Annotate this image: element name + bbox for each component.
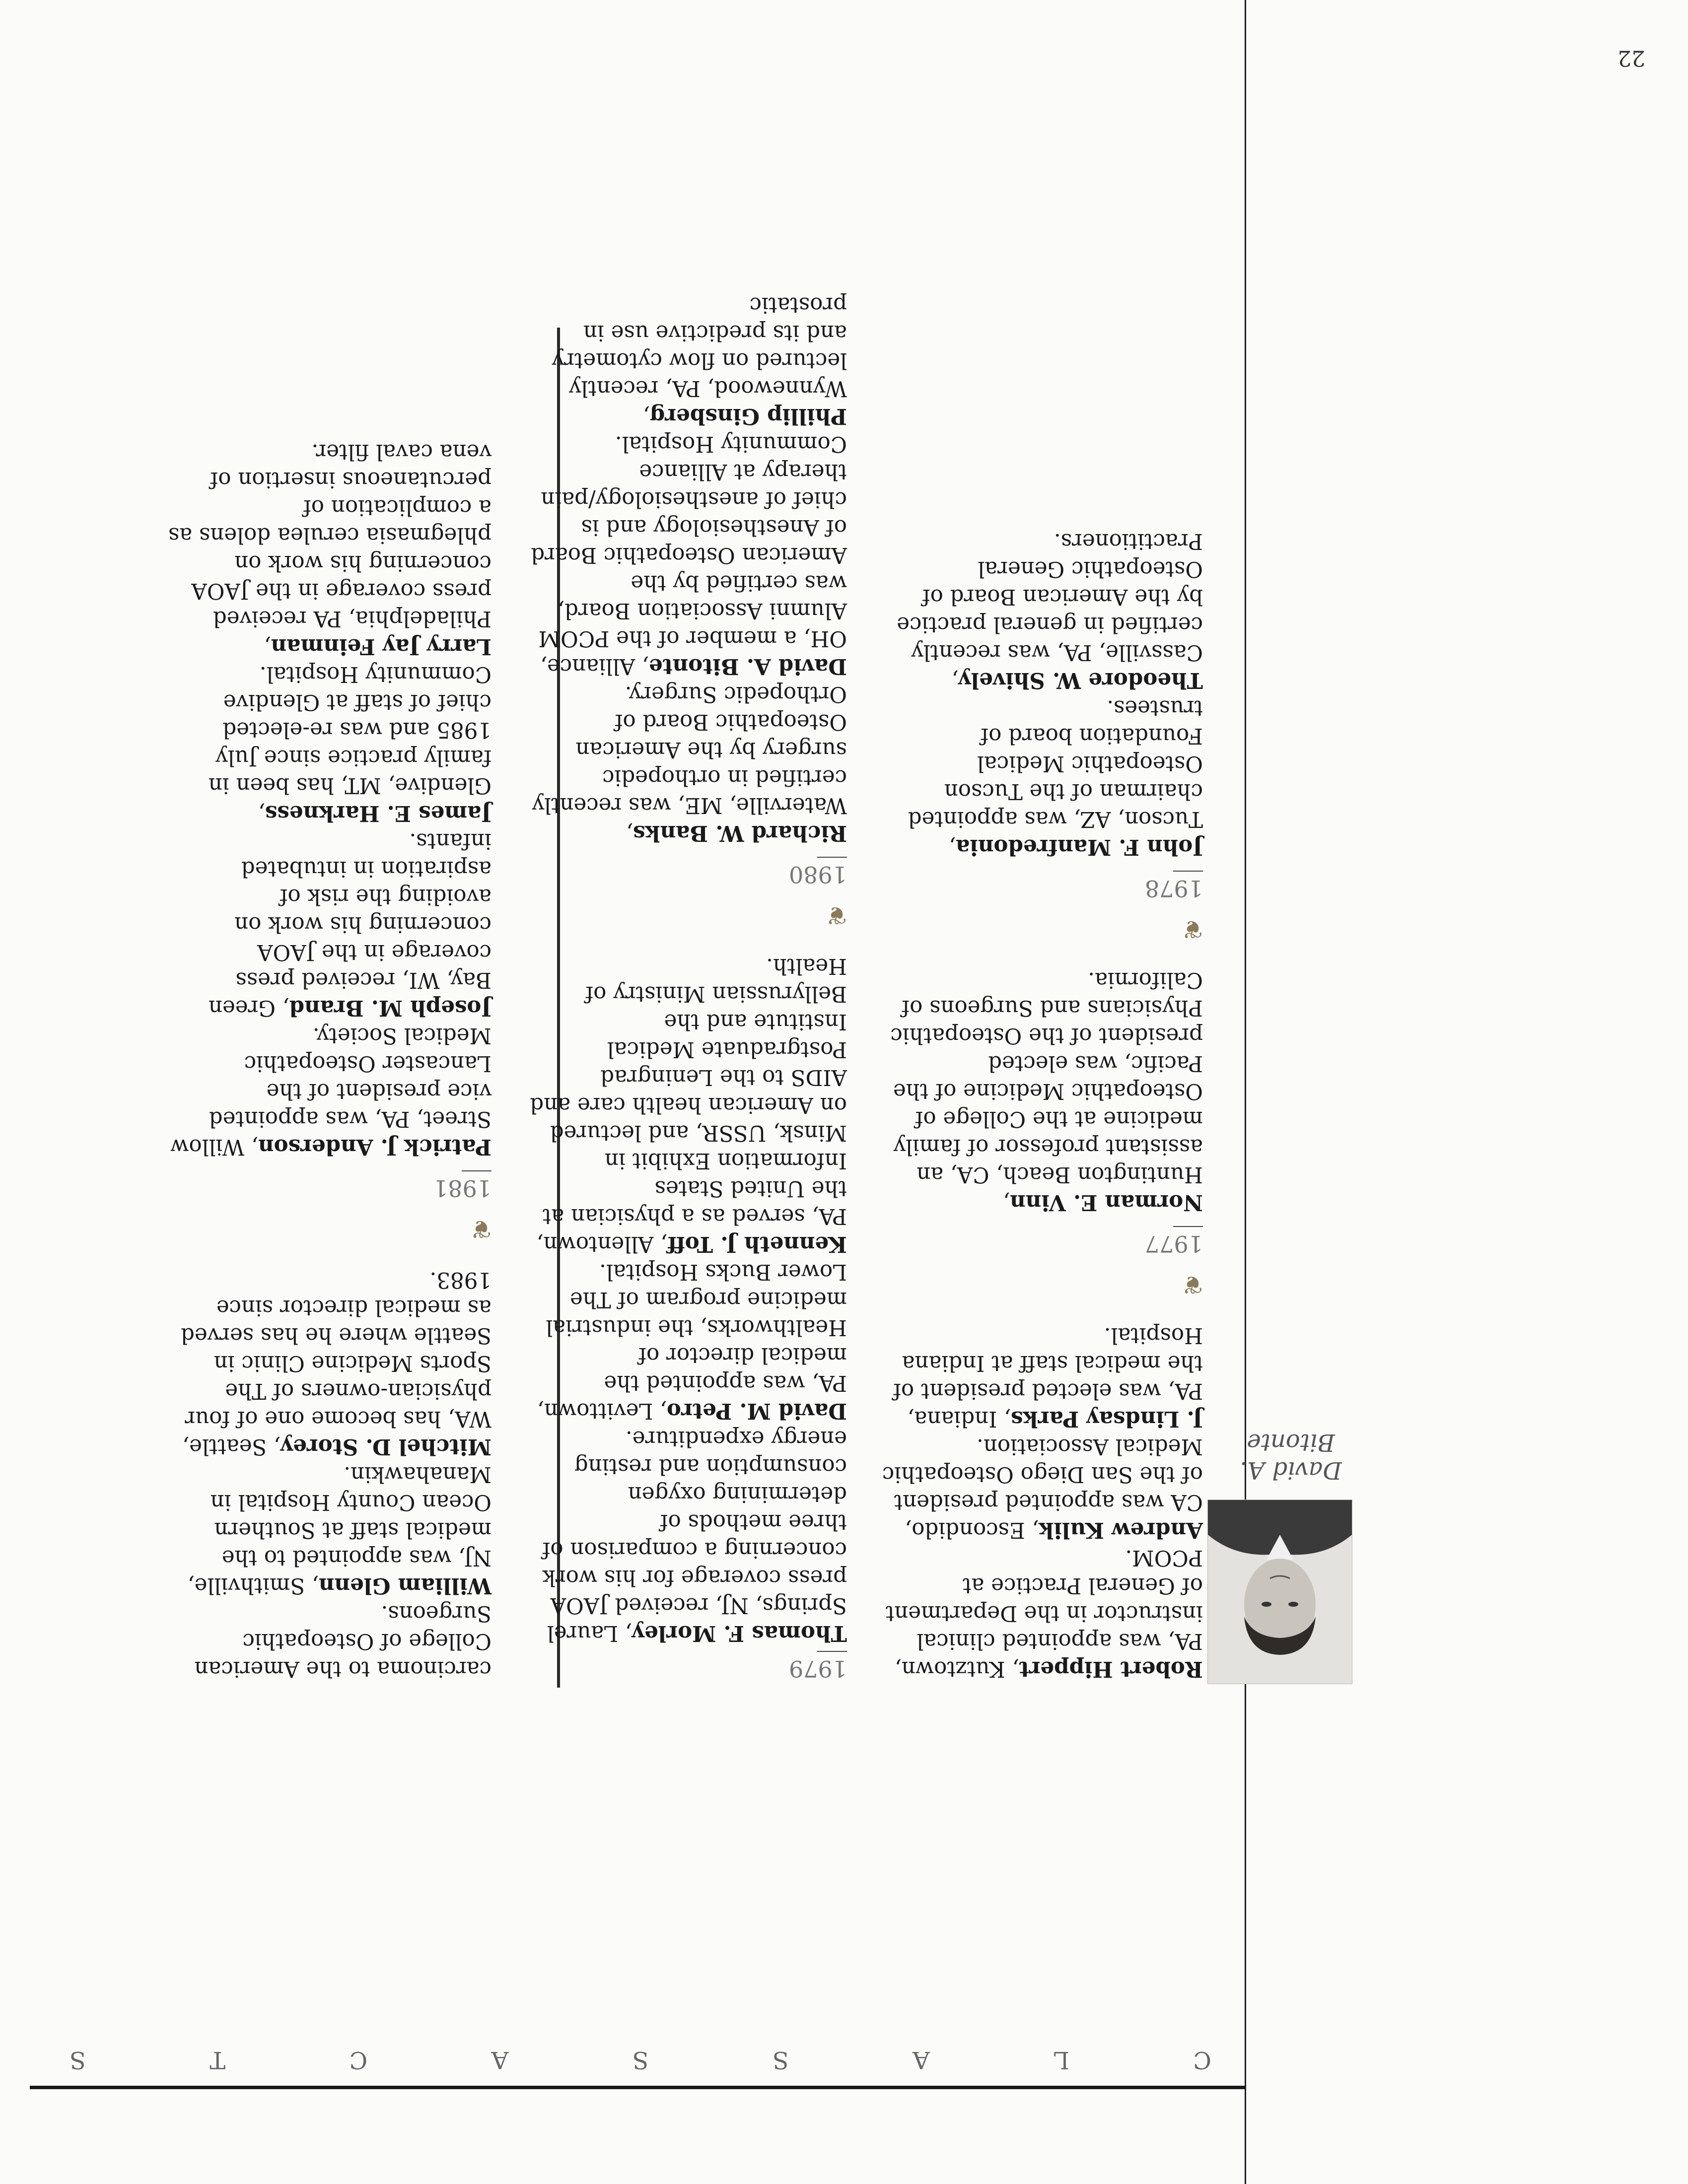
alumni-entry xyxy=(164,438,492,660)
alumni-text: , Laurel Springs, NJ, received JAOA press coverage for his work concerning a comparison of three methods of determining oxygen consumption and resting energy expenditure. xyxy=(542,1426,847,1645)
binding-edge xyxy=(1245,0,1246,2184)
alumni-entry xyxy=(880,527,1203,694)
alumni-name: David M. Petro xyxy=(667,1398,847,1424)
portrait-photo xyxy=(1207,1500,1352,1684)
portrait-illustration xyxy=(1208,1500,1352,1684)
year-section xyxy=(164,1170,492,1244)
photo-caption: David A. Bitonte xyxy=(1240,1429,1342,1484)
alumni-text: , Philadelphia, PA received press coverage in the JAOA concerning his work on phlegmasia cerulea dolens as a complication of percutaneous insertion of vena caval filter. xyxy=(168,439,492,659)
alumni-text: , Willow Street, PA, was appointed vice president of the Lancaster Osteopathic Medical Society. xyxy=(170,1023,492,1159)
alumni-name: Mitchel D. Storey xyxy=(280,1434,492,1459)
alumni-entry xyxy=(880,694,1203,861)
year-underline xyxy=(1173,871,1203,872)
year-section xyxy=(880,871,1203,944)
alumni-name: Richard W. Banks xyxy=(633,820,847,846)
year-section xyxy=(529,857,847,930)
header-letter: L xyxy=(1054,2046,1069,2074)
alumni-name: Joseph M. Brand xyxy=(289,995,492,1021)
year-section xyxy=(880,1226,1203,1299)
page-number: 22 xyxy=(1618,45,1645,70)
year-section xyxy=(529,1651,847,1683)
alumni-entry xyxy=(164,1266,492,1460)
year-underline xyxy=(1173,1226,1203,1227)
alumni-text: , Tucson, AZ, was appointed chairman of the Tucson Osteopathic Medical Foundation board of trustees. xyxy=(908,695,1203,859)
alumni-text: , Cassville, PA, was recently certified in general practice by the American Board of Osteopathic General Practitioners. xyxy=(897,529,1203,692)
column-3 xyxy=(164,438,492,1683)
fleuron-icon: ❦ xyxy=(826,901,847,930)
alumni-text: , Levittown, PA, was appointed the medical director of Healthworks, the industrial medicine program of The Lower Bucks Hospital. xyxy=(537,1259,847,1423)
alumni-text: , Smithville, NJ, was appointed to the medical staff at Southern Ocean County Hospital in Manahawkin. xyxy=(187,1462,492,1598)
header-letter: S xyxy=(70,2046,86,2074)
class-year: 1978 xyxy=(1144,875,1203,902)
class-year: 1979 xyxy=(788,1655,847,1682)
fleuron-icon: ❦ xyxy=(471,1215,492,1243)
alumni-entry xyxy=(880,1433,1203,1544)
top-rule xyxy=(30,2086,1246,2089)
alumni-name: William Glenn xyxy=(318,1573,492,1598)
alumni-entry xyxy=(880,966,1203,1216)
alumni-entry xyxy=(529,1425,847,1647)
alumni-name: Patrick J. Anderson xyxy=(258,1134,492,1160)
alumni-text: , Green Bay, WI, received press coverage in the JAOA concerning his work on avoiding the risk of aspiration in intubated infants. xyxy=(208,828,492,1020)
year-underline xyxy=(817,1651,847,1652)
class-year: 1977 xyxy=(1144,1230,1203,1257)
alumni-name: Larry Jay Feinman xyxy=(271,634,492,659)
alumni-text: , Alliance, OH, a member of the PCOM Alumni Association Board, was certified by the American Osteopathic Board of Anesthesiology and is chief of anesthesiology/pain therapy at Alliance Community Hospital. xyxy=(531,431,847,679)
alumni-name: J. Lindsay Parks xyxy=(1010,1406,1203,1432)
alumni-text: , Huntington Beach, CA, an assistant professor of family medicine at the College of Osteopathic Medicine of the Pacific, was elected president of the Osteopathic Physicians and Surgeons of California. xyxy=(890,967,1203,1215)
alumni-text: , Kutztown, PA, was appointed clinical instructor in the Department of General Practice at PCOM. xyxy=(885,1545,1203,1681)
alumni-text: , Glendive, MT, has been in family practice since July 1985 and was re-elected chief of staff at Glendive Community Hospital. xyxy=(208,662,492,825)
header-letter: A xyxy=(913,2046,930,2074)
alumni-text: carcinoma to the American College of Osteopathic Surgeons. xyxy=(194,1601,492,1681)
alumni-name: Theodore W. Shively xyxy=(958,668,1203,693)
year-underline xyxy=(817,857,847,858)
alumni-entry xyxy=(164,1599,492,1683)
header-letter: C xyxy=(349,2046,368,2074)
alumni-name: David A. Bitonte xyxy=(648,654,847,679)
alumni-text: , Escondido, CA was appointed president of the San Diego Osteopathic Medical Association. xyxy=(882,1434,1203,1542)
header-letter: S xyxy=(632,2046,649,2074)
column-2 xyxy=(529,291,847,1683)
column-1 xyxy=(880,527,1203,1683)
year-underline xyxy=(462,1170,492,1171)
alumni-entry xyxy=(529,291,847,430)
section-header xyxy=(70,2046,1211,2074)
alumni-name: Kenneth J. Toff xyxy=(667,1231,847,1257)
fleuron-icon: ❦ xyxy=(1182,915,1203,944)
alumni-name: James E. Harkness xyxy=(265,801,492,826)
alumni-entry xyxy=(164,1460,492,1599)
alumni-name: Norman E. Vinn xyxy=(1010,1190,1203,1215)
class-year: 1980 xyxy=(788,861,847,888)
alumni-entry xyxy=(529,1258,847,1425)
alumni-name: Robert Hippert xyxy=(1019,1656,1203,1682)
header-letter: S xyxy=(772,2046,789,2074)
alumni-text: , Wynnewood, PA, recently lectured on flow cytometry and its predictive use in prostatic xyxy=(552,292,847,428)
fleuron-icon: ❦ xyxy=(1182,1270,1203,1299)
alumni-text: , Waterville, ME, was recently certified in orthopedic surgery by the American Osteopathic Board of Orthopedic Surgery. xyxy=(532,682,847,845)
alumni-entry xyxy=(529,430,847,680)
alumni-text: , Seattle, WA, has become one of four physician-owners of The Sports Medicine Clinic in Seattle where he has served as medical director since 1983. xyxy=(181,1267,492,1459)
header-letter: A xyxy=(491,2046,509,2074)
alumni-name: Andrew Kulik xyxy=(1039,1517,1203,1543)
alumni-entry xyxy=(164,660,492,827)
alumni-entry xyxy=(529,680,847,847)
alumni-name: Phillip Ginsberg xyxy=(649,404,847,429)
alumni-text: , Indiana, PA, was elected president of the medical staff at Indiana Hospital. xyxy=(893,1323,1203,1431)
alumni-entry xyxy=(164,827,492,1022)
alumni-entry xyxy=(880,1321,1203,1433)
class-year: 1981 xyxy=(433,1175,492,1202)
alumni-entry xyxy=(880,1544,1203,1683)
alumni-entry xyxy=(529,952,847,1258)
header-letter: T xyxy=(210,2046,226,2074)
alumni-name: John F. Manfredonia xyxy=(956,834,1203,860)
alumni-text: , Allentown, PA, served as a physician at the United States Information Exhibit in Minsk, USSR, and lectured on American health care and AIDS to the Leningrad Postgraduate Medical Institute and the Bellyrussian Ministry of Health. xyxy=(530,954,847,1256)
alumni-entry xyxy=(164,1022,492,1160)
alumni-name: Thomas F. Morley xyxy=(632,1621,847,1646)
header-letter: C xyxy=(1193,2046,1211,2074)
